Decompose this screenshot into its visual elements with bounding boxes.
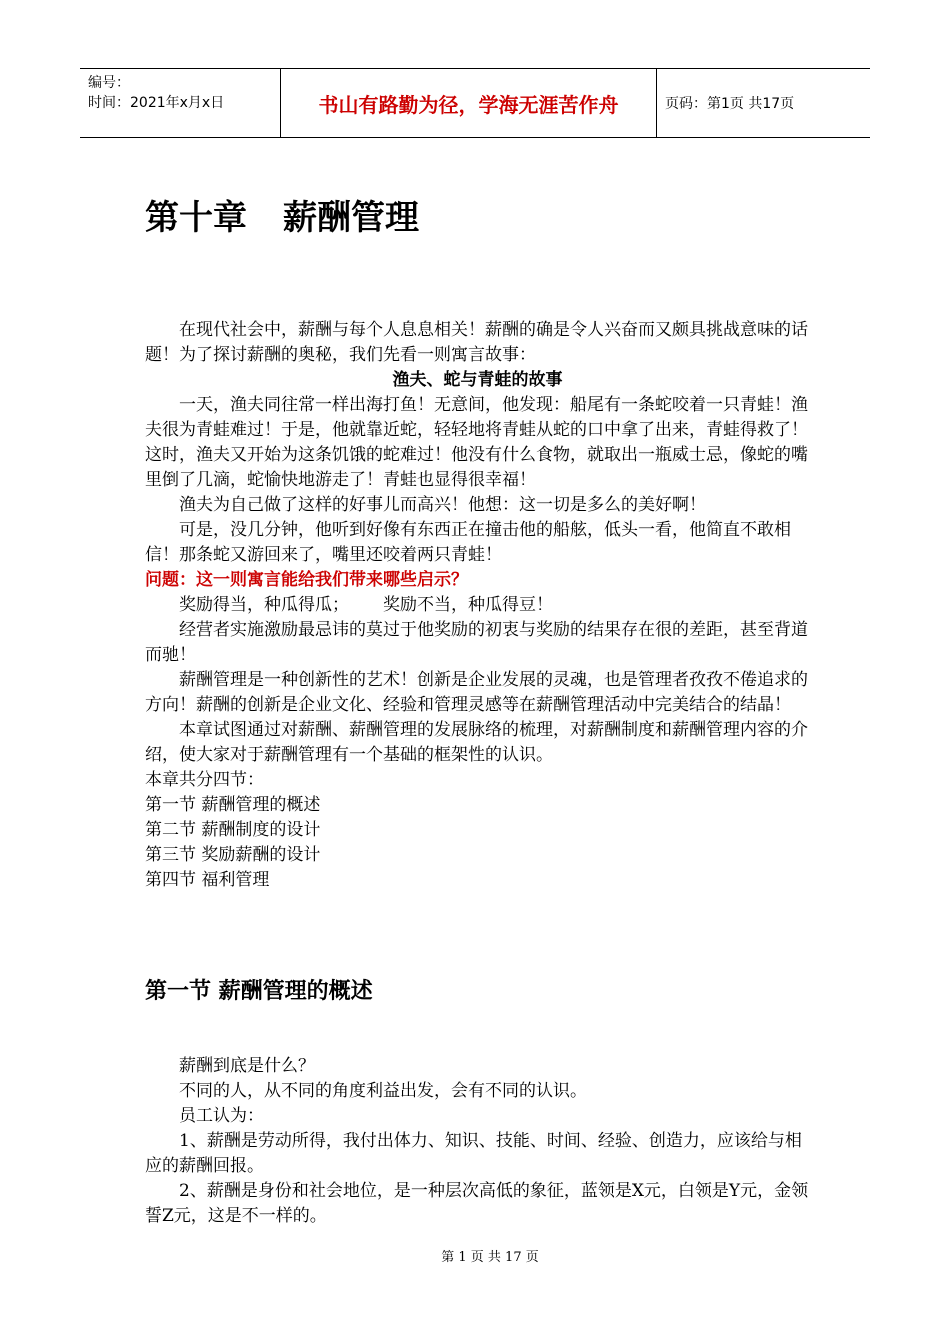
question-line: 问题：这一则寓言能给我们带来哪些启示？ [145, 570, 468, 590]
number-label: 编号： [88, 75, 130, 91]
reward-a: 奖励得当，种瓜得瓜； [179, 595, 349, 615]
story-title: 渔夫、蛇与青蛙的故事 [392, 370, 563, 390]
section-heading: 第一节 薪酬管理的概述 [145, 979, 373, 1004]
section-list-item: 第四节 福利管理 [145, 870, 270, 890]
section-line: 不同的人，从不同的角度利益出发，会有不同的认识。 [179, 1081, 587, 1101]
header-page-label: 页码：第1页 共17页 [665, 96, 795, 112]
manager-paragraph: 经营者实施激励最忌讳的莫过于他奖励的初衷与奖励的结果存在很的差距，甚至背道而驰！ [145, 620, 808, 665]
section-body [145, 1054, 810, 1229]
section-line: 2、薪酬是身份和社会地位，是一种层次高低的象征，蓝领是X元，白领是Y元，金领誓Z元，这是不一样的。 [145, 1181, 809, 1226]
page-header [80, 68, 870, 138]
page-footer: 第 1 页 共 17 页 [441, 1250, 539, 1265]
art-paragraph: 薪酬管理是一种创新性的艺术！创新是企业发展的灵魂，也是管理者孜孜不倦追求的方向！薪酬的创新是企业文化、经验和管理灵感等在薪酬管理活动中完美结合的结晶！ [145, 670, 808, 715]
chapter-aim-paragraph: 本章试图通过对薪酬、薪酬管理的发展脉络的梳理，对薪酬制度和薪酬管理内容的介绍，使大家对于薪酬管理有一个基础的框架性的认识。 [145, 720, 808, 765]
reward-b: 奖励不当，种瓜得豆！ [383, 595, 553, 615]
chapter-heading [145, 190, 419, 239]
section-list-item: 第二节 薪酬制度的设计 [145, 820, 321, 840]
sections-intro: 本章共分四节： [145, 770, 264, 790]
section-line: 薪酬到底是什么？ [179, 1056, 315, 1076]
time-label: 时间：2021年x月x日 [88, 95, 225, 111]
story-paragraph-3: 可是，没几分钟，他听到好像有东西正在撞击他的船舷，低头一看，他简直不敢相信！那条蛇又游回来了，嘴里还咬着两只青蛙！ [145, 520, 791, 565]
section-list-item: 第三节 奖励薪酬的设计 [145, 845, 321, 865]
header-motto: 书山有路勤为径，学海无涯苦作舟 [280, 69, 657, 137]
header-meta [80, 69, 280, 137]
section-line: 1、薪酬是劳动所得，我付出体力、知识、技能、时间、经验、创造力，应该给与相应的薪酬回报。 [145, 1131, 802, 1176]
section-line: 员工认为： [179, 1106, 264, 1126]
section-list-item: 第一节 薪酬管理的概述 [145, 795, 321, 815]
story-paragraph-2: 渔夫为自己做了这样的好事儿而高兴！他想：这一切是多么的美好啊！ [179, 495, 706, 515]
chapter-body [145, 318, 810, 893]
chapter-title: 薪酬管理 [283, 198, 419, 238]
chapter-number: 第十章 [145, 198, 247, 238]
intro-paragraph: 在现代社会中，薪酬与每个人息息相关！薪酬的确是令人兴奋而又颇具挑战意味的话题！为了探讨薪酬的奥秘，我们先看一则寓言故事： [145, 320, 808, 365]
story-paragraph-1: 一天，渔夫同往常一样出海打鱼！无意间，他发现：船尾有一条蛇咬着一只青蛙！渔夫很为青蛙难过！于是，他就靠近蛇，轻轻地将青蛙从蛇的口中拿了出来，青蛙得救了！这时，渔夫又开始为这条饥饿的蛇难过！他没有什么食物，就取出一瓶威士忌，像蛇的嘴里倒了几滴，蛇愉快地游走了！青蛙也显得很幸福！ [145, 395, 808, 490]
reward-line [145, 593, 810, 618]
